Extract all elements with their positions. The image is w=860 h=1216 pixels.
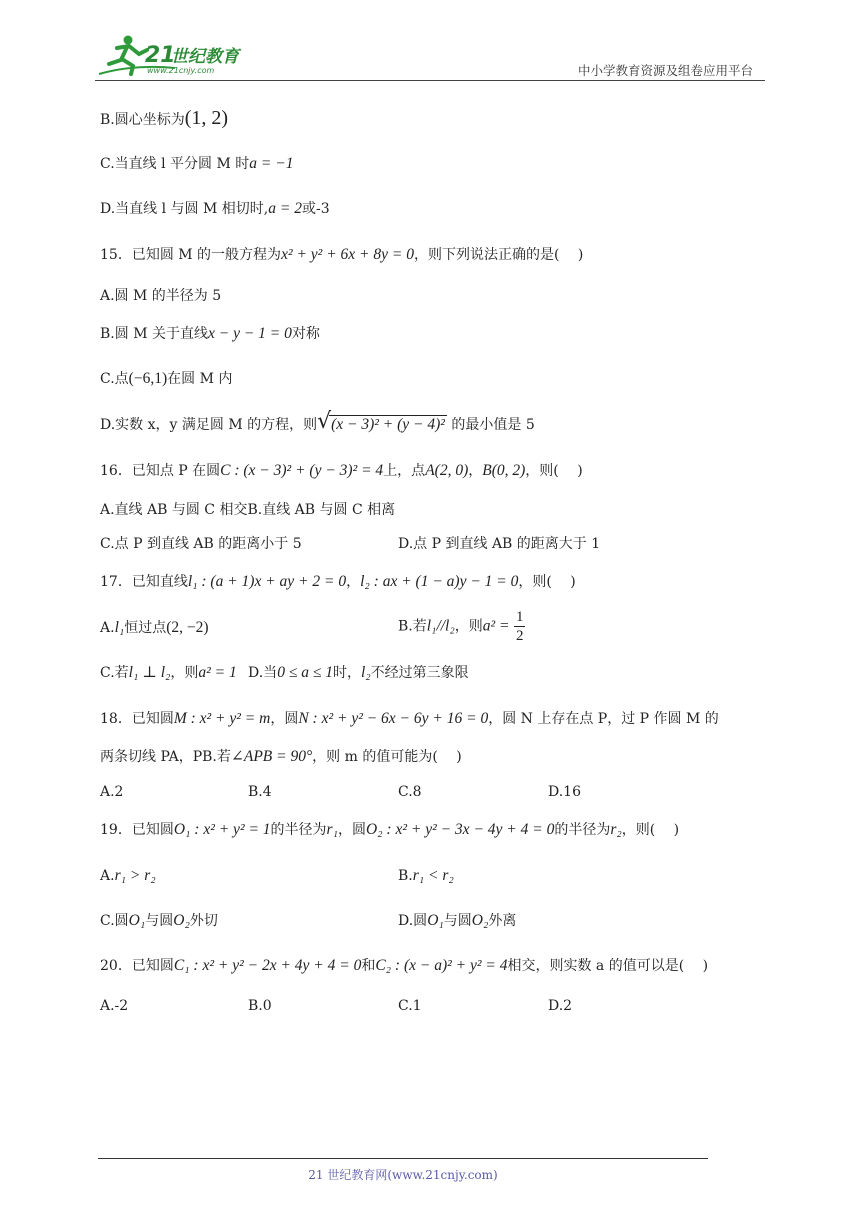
header-divider [95,80,765,81]
q17-stem: 17．已知直线l₁ : (a + 1)x + ay + 2 = 0，l₂ : ax + (1 − a)y − 1 = 0，则( ) [100,573,576,590]
q19-option-d: D.圆O₁与圆O₂外离 [398,912,517,929]
q15-option-a: A.圆 M 的半径为 5 [100,288,222,304]
q14-option-d: D.当直线 l 与圆 M 相切时,a = 2或-3 [100,200,330,217]
site-logo [95,30,265,80]
q15-stem: 15．已知圆 M 的一般方程为x² + y² + 6x + 8y = 0，则下列说法正确的是( ) [100,246,584,263]
q19-stem: 19．已知圆O₁ : x² + y² = 1的半径为r₁，圆O₂ : x² + y² − 3x − 4y + 4 = 0的半径为r₂，则( ) [100,821,680,838]
q16-stem: 16．已知点 P 在圆C : (x − 3)² + (y − 3)² = 4上，点A(2, 0)，B(0, 2)，则( ) [100,462,583,479]
q18-stem: 18．已知圆M : x² + y² = m，圆N : x² + y² − 6x − 6y + 16 = 0，圆 N 上存在点 P，过 P 作圆 M 的 [100,710,719,727]
q17-option-d: D.当0 ≤ a ≤ 1时，l₂不经过第三象限 [248,664,469,681]
q20-option-b: B.0 [248,998,272,1014]
footer-text: 21 世纪教育网(www.21cnjy.com) [308,1168,498,1182]
q16-option-ab: A.直线 AB 与圆 C 相交B.直线 AB 与圆 C 相离 [100,502,396,518]
svg-text:www.21cnjy.com: www.21cnjy.com [147,66,215,75]
q18-option-a: A.2 [100,784,124,800]
sqrt-expression: √ (x − 3)² + (y − 4)² [317,409,445,434]
q19-option-b: B.r₁ < r₂ [398,867,454,884]
q18-stem-line2: 两条切线 PA，PB.若∠APB = 90°，则 m 的值可能为( ) [100,748,462,765]
q20-option-c: C.1 [398,998,422,1014]
q14-option-c: C.当直线 l 平分圆 M 时a = −1 [100,155,294,172]
svg-text:21: 21 [145,43,176,68]
q16-option-d: D.点 P 到直线 AB 的距离大于 1 [398,536,601,552]
svg-text:世纪教育: 世纪教育 [171,47,239,67]
q14-option-b: B.圆心坐标为(1, 2) [100,107,229,129]
q19-option-c: C.圆O₁与圆O₂外切 [100,912,218,929]
footer-divider [98,1158,708,1159]
site-name: 中小学教育资源及组卷应用平台 [577,63,753,78]
q18-option-b: B.4 [248,784,272,800]
q17-option-b: B.若l₁//l₂，则a² = $\frac{1}{2}$ [398,609,524,644]
q16-option-c: C.点 P 到直线 AB 的距离小于 5 [100,536,302,552]
q18-option-d: D.16 [548,784,581,800]
q20-option-a: A.-2 [100,998,129,1014]
q19-option-a: A.r₁ > r₂ [100,867,156,884]
fraction-one-half: $\frac{1}{2}$ [515,609,524,644]
q15-option-c: C.点(−6,1)在圆 M 内 [100,370,233,387]
q18-option-c: C.8 [398,784,422,800]
page-header [95,30,765,82]
q15-option-d: D.实数 x，y 满足圆 M 的方程，则 √ (x − 3)² + (y − 4)² 的最小值是 5 [100,409,535,434]
q20-stem: 20．已知圆C₁ : x² + y² − 2x + 4y + 4 = 0和C₂ : (x − a)² + y² = 4相交，则实数 a 的值可以是( ) [100,957,709,974]
q17-option-c: C.若l₁ ⊥ l₂，则a² = 1 [100,664,237,681]
q15-option-b: B.圆 M 关于直线x − y − 1 = 0对称 [100,325,320,342]
q17-option-a: A.l₁恒过点(2, −2) [100,619,209,636]
q20-option-d: D.2 [548,998,573,1014]
